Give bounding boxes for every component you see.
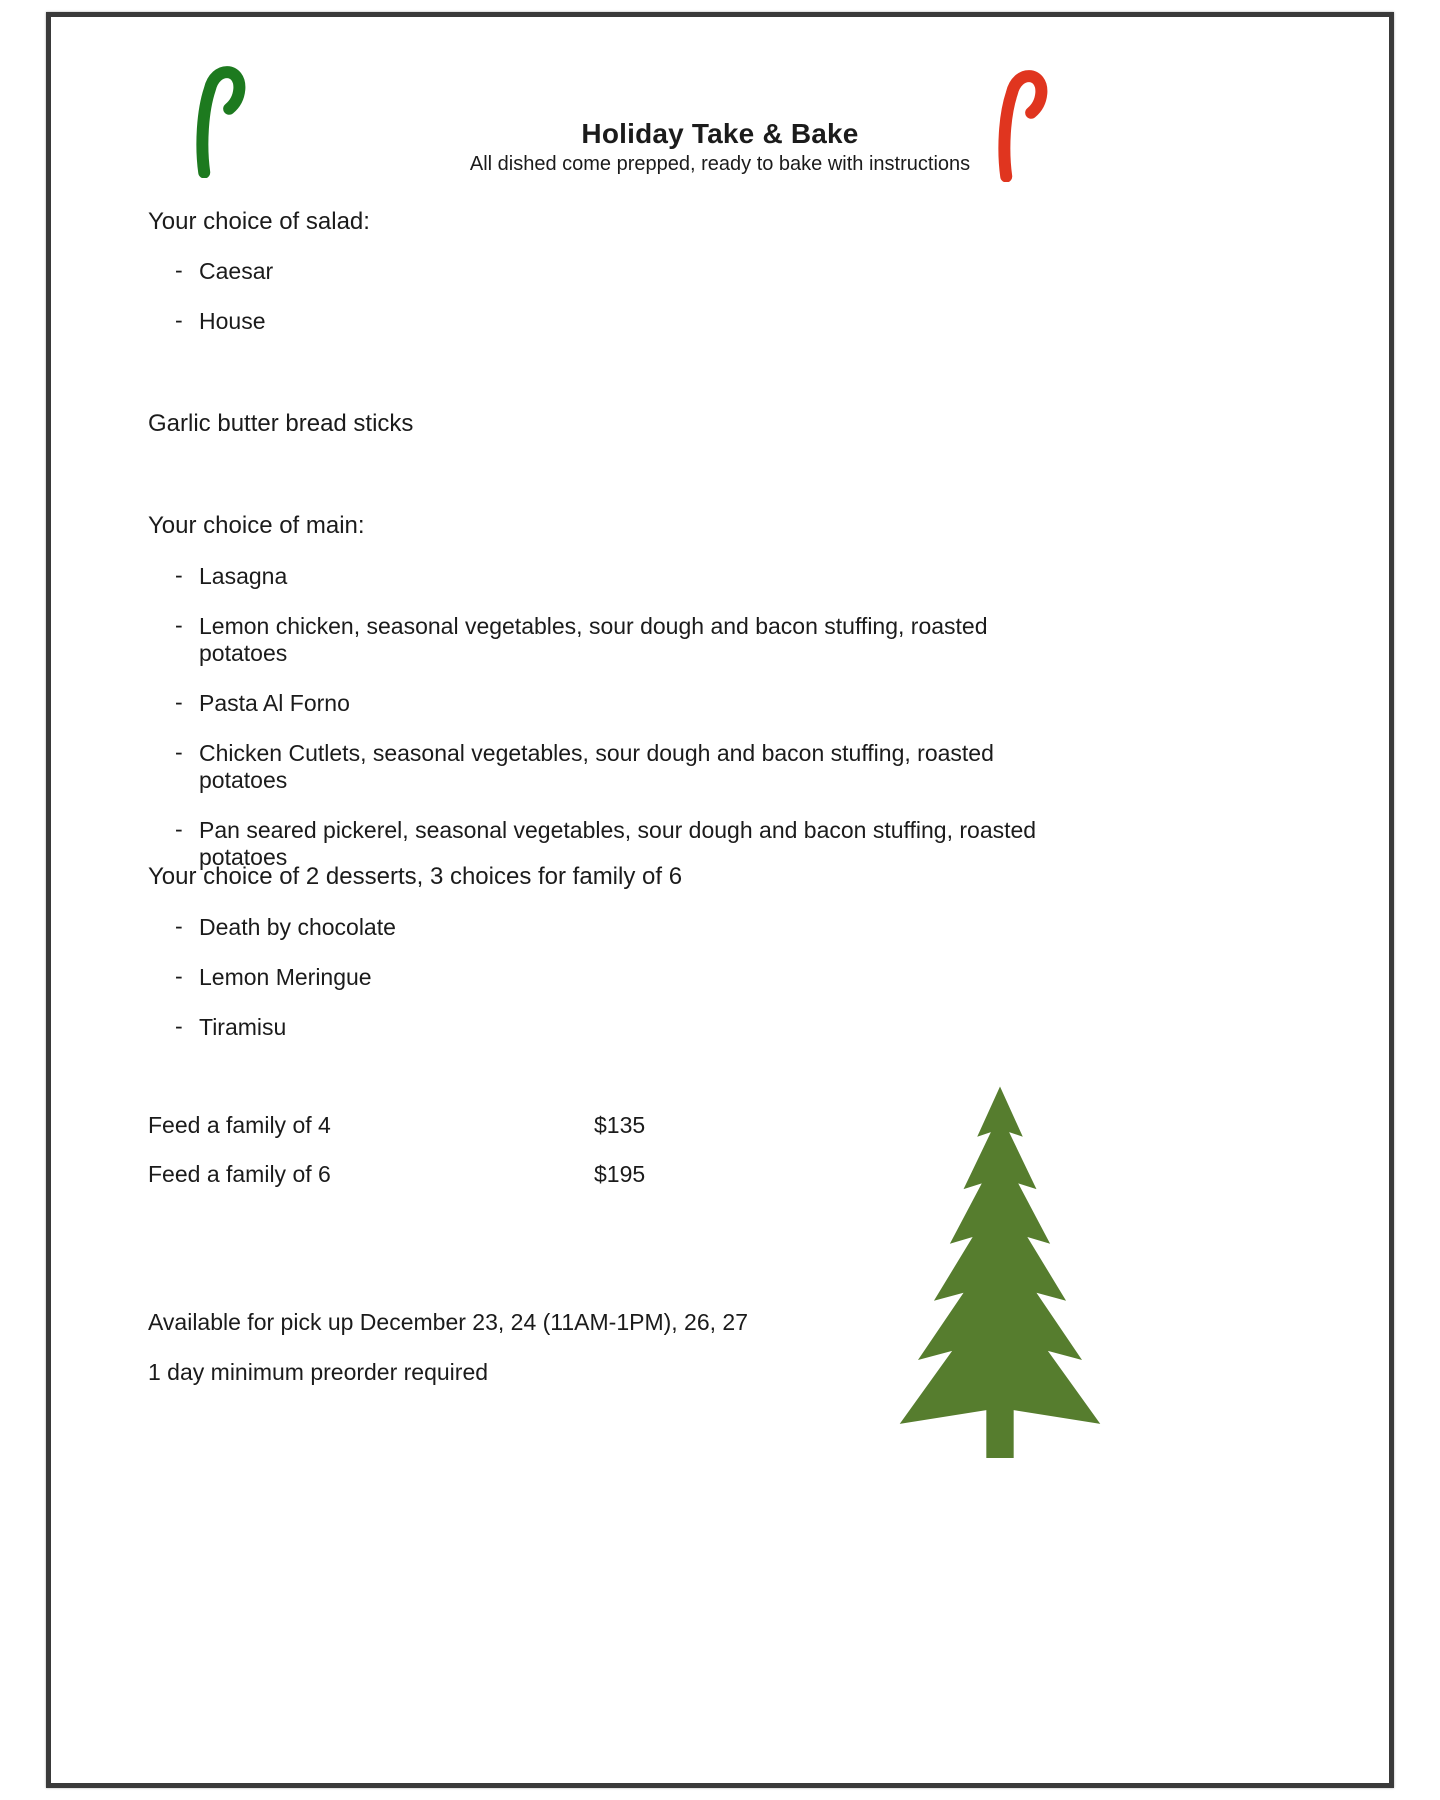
desserts-list — [175, 914, 396, 1064]
page-title: Holiday Take & Bake — [581, 118, 859, 149]
christmas-tree-icon — [886, 1082, 1114, 1458]
list-item: - Tiramisu — [175, 1014, 396, 1041]
list-item: - Lemon Meringue — [175, 964, 396, 991]
list-item: - Death by chocolate — [175, 914, 396, 941]
list-item: - Chicken Cutlets, seasonal vegetables, sour dough and bacon stuffing, roasted potatoes — [175, 740, 1080, 794]
list-item: - Lemon chicken, seasonal vegetables, sour dough and bacon stuffing, roasted potatoes — [175, 613, 1080, 667]
price-value: $195 — [594, 1161, 646, 1187]
list-item: - Pan seared pickerel, seasonal vegetables, sour dough and bacon stuffing, roasted potatoes — [175, 817, 1080, 871]
list-item: - Lasagna — [175, 563, 1080, 590]
list-item: - Pasta Al Forno — [175, 690, 1080, 717]
salad-heading: Your choice of salad: — [148, 208, 370, 235]
breadsticks-line: Garlic butter bread sticks — [148, 410, 414, 437]
list-item: - House — [175, 308, 273, 335]
page-subtitle: All dished come prepped, ready to bake with instructions — [469, 153, 971, 175]
list-item: - Caesar — [175, 258, 273, 285]
preorder-line: 1 day minimum preorder required — [148, 1359, 489, 1385]
desserts-heading: Your choice of 2 desserts, 3 choices for family of 6 — [148, 863, 683, 890]
price-label: Feed a family of 4 — [148, 1112, 331, 1138]
main-heading: Your choice of main: — [148, 512, 365, 539]
main-list — [175, 563, 1080, 894]
price-row — [148, 1161, 768, 1188]
pickup-availability-line: Available for pick up December 23, 24 (11AM-1PM), 26, 27 — [148, 1309, 748, 1335]
price-value: $135 — [594, 1112, 646, 1138]
salad-list — [175, 258, 273, 358]
price-row — [148, 1112, 768, 1139]
price-label: Feed a family of 6 — [148, 1161, 331, 1187]
